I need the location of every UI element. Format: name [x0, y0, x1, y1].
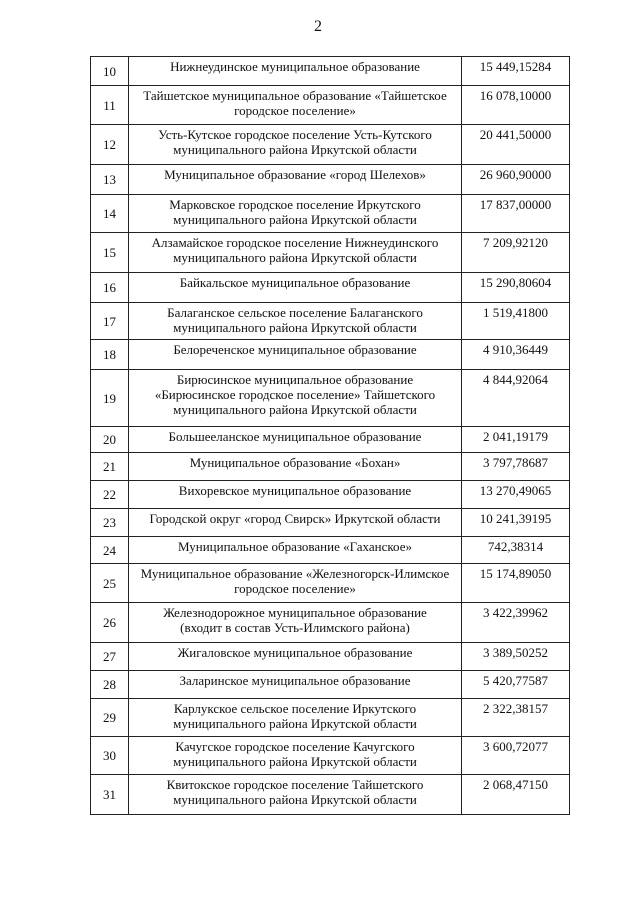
table-row [91, 427, 570, 453]
municipality-name [129, 481, 462, 509]
row-number: 29 [91, 699, 129, 737]
amount-cell: 3 422,39962 [462, 603, 570, 643]
municipality-name-text: Железнодорожное муниципальное образование (входит в состав Усть-Илимского района) [163, 605, 427, 635]
municipality-name-text: Квитокское городское поселение Тайшетского муниципального района Иркутской области [166, 777, 424, 807]
row-number: 22 [91, 481, 129, 509]
municipality-name-text: Карлукское сельское поселение Иркутского муниципального района Иркутской области [173, 701, 417, 731]
table-row [91, 775, 570, 815]
page-number: 2 [314, 18, 322, 35]
amount-cell: 7 209,92120 [462, 233, 570, 273]
amount-cell: 15 449,15284 [462, 57, 570, 86]
row-number: 26 [91, 603, 129, 643]
table-row [91, 57, 570, 86]
table-row [91, 453, 570, 481]
amount-cell: 5 420,77587 [462, 671, 570, 699]
table-row [91, 340, 570, 370]
municipality-name [129, 195, 462, 233]
municipality-name [129, 57, 462, 86]
municipality-name [129, 509, 462, 537]
municipality-name-text: Тайшетское муниципальное образование «Тайшетское городское поселение» [143, 88, 447, 118]
municipality-name-text: Муниципальное образование «Железногорск-Илимское городское поселение» [140, 566, 450, 596]
row-number: 24 [91, 537, 129, 564]
amount-cell: 13 270,49065 [462, 481, 570, 509]
municipality-name [129, 453, 462, 481]
municipality-name-text: Жигаловское муниципальное образование [177, 645, 413, 660]
municipality-name-text: Усть-Кутское городское поселение Усть-Кутского муниципального района Иркутской области [158, 127, 432, 157]
municipality-name [129, 86, 462, 125]
municipality-name-text: Байкальское муниципальное образование [179, 275, 411, 290]
amount-cell: 4 910,36449 [462, 340, 570, 370]
row-number: 30 [91, 737, 129, 775]
municipality-name [129, 125, 462, 165]
municipality-name-text: Вихоревское муниципальное образование [178, 483, 412, 498]
table-row [91, 699, 570, 737]
amount-cell: 4 844,92064 [462, 370, 570, 427]
amount-cell: 3 797,78687 [462, 453, 570, 481]
table-row [91, 603, 570, 643]
table-row [91, 303, 570, 340]
row-number: 21 [91, 453, 129, 481]
amount-cell: 2 322,38157 [462, 699, 570, 737]
row-number: 10 [91, 57, 129, 86]
row-number: 20 [91, 427, 129, 453]
amount-cell: 2 068,47150 [462, 775, 570, 815]
municipality-name-text: Нижнеудинское муниципальное образование [170, 59, 420, 74]
amount-cell: 3 389,50252 [462, 643, 570, 671]
table-row [91, 643, 570, 671]
municipality-name-text: Алзамайское городское поселение Нижнеудинского муниципального района Иркутской области [151, 235, 439, 265]
municipality-name [129, 303, 462, 340]
amount-cell: 1 519,41800 [462, 303, 570, 340]
municipality-name [129, 603, 462, 643]
amount-cell: 17 837,00000 [462, 195, 570, 233]
row-number: 17 [91, 303, 129, 340]
municipality-name-text: Большееланское муниципальное образование [168, 429, 422, 444]
municipality-name-text: Балаганское сельское поселение Балаганского муниципального района Иркутской области [167, 305, 423, 335]
municipality-name [129, 737, 462, 775]
table-row [91, 86, 570, 125]
row-number: 11 [91, 86, 129, 125]
municipality-name [129, 273, 462, 303]
municipality-name-text: Городской округ «город Свирск» Иркутской области [149, 511, 441, 526]
row-number: 27 [91, 643, 129, 671]
row-number: 16 [91, 273, 129, 303]
row-number: 28 [91, 671, 129, 699]
table-row [91, 737, 570, 775]
table-row [91, 125, 570, 165]
allocation-table [90, 56, 570, 815]
row-number: 25 [91, 564, 129, 603]
municipality-name-text: Муниципальное образование «город Шелехов» [164, 167, 426, 182]
table-row [91, 370, 570, 427]
row-number: 19 [91, 370, 129, 427]
municipality-name [129, 671, 462, 699]
amount-cell: 742,38314 [462, 537, 570, 564]
row-number: 23 [91, 509, 129, 537]
municipality-name [129, 699, 462, 737]
amount-cell: 3 600,72077 [462, 737, 570, 775]
table-row [91, 537, 570, 564]
municipality-name [129, 370, 462, 427]
amount-cell: 10 241,39195 [462, 509, 570, 537]
row-number: 15 [91, 233, 129, 273]
municipality-name-text: Качугское городское поселение Качугского муниципального района Иркутской области [173, 739, 417, 769]
municipality-name-text: Белореченское муниципальное образование [173, 342, 417, 357]
amount-cell: 20 441,50000 [462, 125, 570, 165]
table-row [91, 195, 570, 233]
municipality-name [129, 775, 462, 815]
table-row [91, 481, 570, 509]
table-row [91, 273, 570, 303]
amount-cell: 2 041,19179 [462, 427, 570, 453]
table-row [91, 233, 570, 273]
municipality-name-text: Бирюсинское муниципальное образование «Бирюсинское городское поселение» Тайшетского муниципального района Иркутской области [154, 372, 436, 417]
municipality-name-text: Муниципальное образование «Гаханское» [178, 539, 412, 554]
row-number: 18 [91, 340, 129, 370]
municipality-name [129, 340, 462, 370]
municipality-name [129, 165, 462, 195]
row-number: 12 [91, 125, 129, 165]
municipality-name-text: Марковское городское поселение Иркутского муниципального района Иркутской области [169, 197, 421, 227]
amount-cell: 26 960,90000 [462, 165, 570, 195]
table-row [91, 564, 570, 603]
municipality-name [129, 537, 462, 564]
municipality-name [129, 643, 462, 671]
amount-cell: 15 290,80604 [462, 273, 570, 303]
row-number: 31 [91, 775, 129, 815]
table-row [91, 509, 570, 537]
table-row [91, 165, 570, 195]
municipality-name [129, 233, 462, 273]
municipality-name [129, 564, 462, 603]
municipality-name-text: Заларинское муниципальное образование [179, 673, 411, 688]
row-number: 14 [91, 195, 129, 233]
amount-cell: 15 174,89050 [462, 564, 570, 603]
row-number: 13 [91, 165, 129, 195]
municipality-name [129, 427, 462, 453]
municipality-name-text: Муниципальное образование «Бохан» [189, 455, 401, 470]
amount-cell: 16 078,10000 [462, 86, 570, 125]
table-row [91, 671, 570, 699]
